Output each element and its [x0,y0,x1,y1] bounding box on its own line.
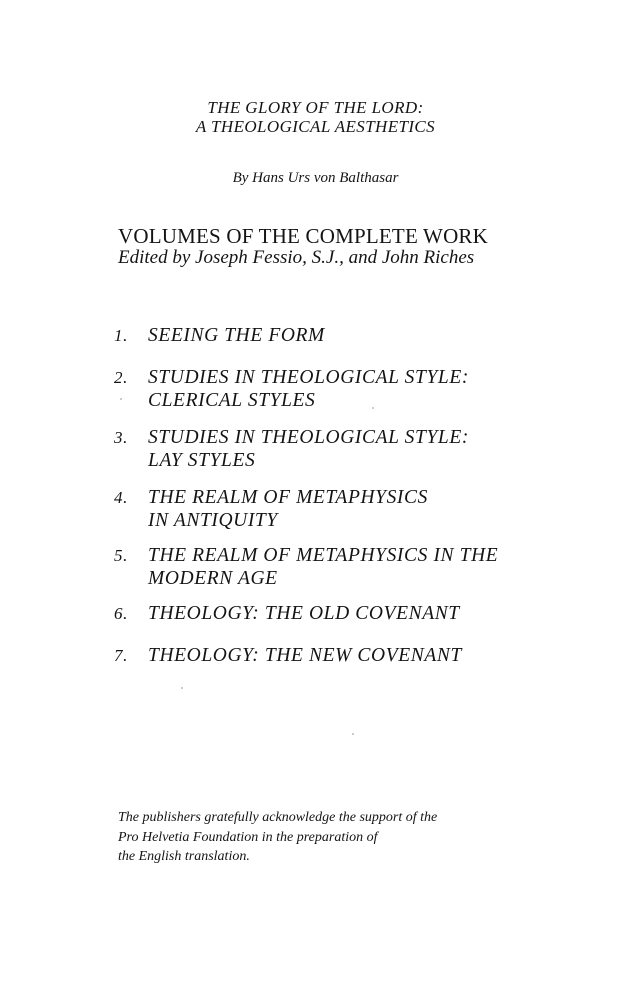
scan-speck [352,733,354,735]
acknowledgement-line: The publishers gratefully acknowledge the support of the [118,810,438,825]
volume-number: 5. [114,546,128,565]
volume-title: SEEING THE FORM [148,325,325,346]
volume-title: THEOLOGY: THE OLD COVENANT [148,603,460,624]
volume-number: 2. [114,368,128,387]
volume-subtitle: IN ANTIQUITY [148,510,278,531]
acknowledgement-line: the English translation. [118,849,250,864]
volume-title: THEOLOGY: THE NEW COVENANT [148,645,462,666]
series-title-line1: THE GLORY OF THE LORD: [207,98,424,117]
volume-subtitle: CLERICAL STYLES [148,390,316,411]
volume-subtitle: MODERN AGE [148,568,278,589]
volumes-heading: VOLUMES OF THE COMPLETE WORK [118,224,489,248]
volume-number: 6. [114,604,128,623]
acknowledgement-line: Pro Helvetia Foundation in the preparation of [118,829,378,845]
volume-title: THE REALM OF METAPHYSICS IN THE [148,545,499,566]
volume-number: 1. [114,326,128,345]
volume-subtitle: LAY STYLES [148,450,256,471]
author-line: By Hans Urs von Balthasar [232,170,399,186]
volume-title: STUDIES IN THEOLOGICAL STYLE: [148,367,469,388]
scan-speck [181,687,183,689]
scan-speck [372,407,374,409]
volume-number: 7. [114,646,128,665]
volume-number: 3. [114,428,128,447]
acknowledgement [118,808,437,867]
volume-title: STUDIES IN THEOLOGICAL STYLE: [148,427,469,448]
series-title-line2: A THEOLOGICAL AESTHETICS [195,117,436,136]
volume-number: 4. [114,488,128,507]
scan-speck [120,398,122,400]
volume-title: THE REALM OF METAPHYSICS [148,487,428,508]
editors-line: Edited by Joseph Fessio, S.J., and John Riches [118,247,475,268]
